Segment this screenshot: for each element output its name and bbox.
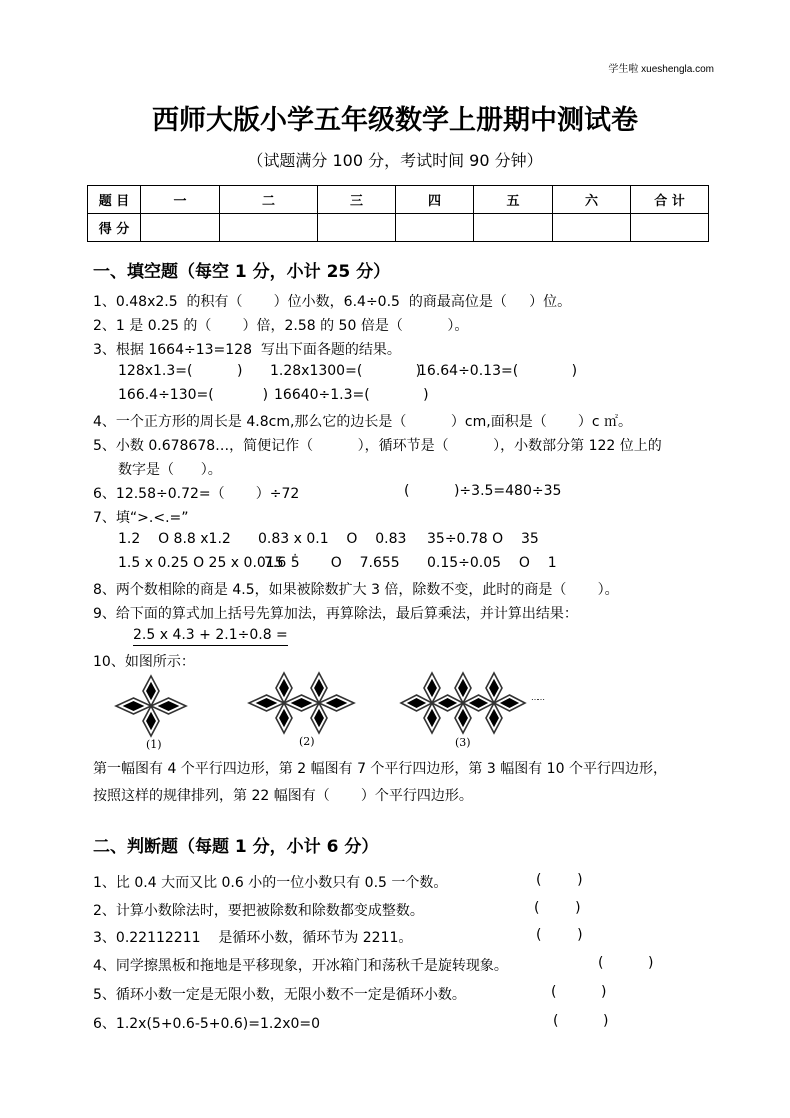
- judge-item: 2、计算小数除法时，要把被除数和除数都变成整数。: [93, 903, 424, 919]
- diamond: [116, 698, 151, 714]
- sub-question: 166.4÷130=( ): [118, 387, 269, 403]
- compare-item: 0.15÷0.05 O 1: [427, 555, 557, 571]
- diamond: [455, 703, 471, 733]
- compare-item: 1.5 x 0.25 O 25 x 0.015: [118, 555, 284, 571]
- question: 6、12.58÷0.72=（ ）÷72: [93, 486, 300, 502]
- question: 5、小数 0.678678…，简便记作（ ），循环节是（ ），小数部分第 122 位上的: [93, 438, 662, 454]
- question: 2、1 是 0.25 的（ ）倍，2.58 的 50 倍是（ ）。: [93, 318, 469, 334]
- row-label: 得 分: [88, 214, 141, 242]
- diamond: [486, 673, 502, 703]
- compare-item: 0.83 x 0.1 O 0.83: [258, 531, 407, 547]
- diamond: [463, 695, 494, 711]
- compare-item: 35÷0.78 O 35: [427, 531, 539, 547]
- diamond: [143, 676, 159, 706]
- diamond: [151, 698, 186, 714]
- diamond: [494, 695, 525, 711]
- question-text: 第一幅图有 4 个平行四边形，第 2 幅图有 7 个平行四边形，第 3 幅图有 10 个平行四边形，: [93, 761, 667, 777]
- section2-heading: 二、判断题（每题 1 分，小计 6 分）: [93, 837, 379, 857]
- figure-label: (1): [146, 738, 162, 751]
- header-cell: 五: [474, 186, 553, 214]
- header-cell: 题 目: [88, 186, 141, 214]
- compare-item: 1.2 O 8.8 x1.2: [118, 531, 231, 547]
- question: 7、填“>.<.=”: [93, 510, 189, 526]
- question: 4、一个正方形的周长是 4.8cm,那么它的边长是（ ）cm,面积是（ ）c ㎡。: [93, 414, 632, 430]
- header-cell: 六: [553, 186, 631, 214]
- sub-question: 128x1.3=( ): [118, 363, 243, 379]
- diamond: [276, 703, 292, 733]
- question: 3、根据 1664÷13=128 写出下面各题的结果。: [93, 342, 401, 358]
- sub-question: 16640÷1.3=( ): [274, 387, 429, 403]
- question-continued: 数字是（ ）。: [118, 462, 222, 478]
- diamond: [455, 673, 471, 703]
- header-cell: 合 计: [631, 186, 709, 214]
- answer-blank[interactable]: ( ): [536, 927, 583, 943]
- question-text: 按照这样的规律排列，第 22 幅图有（ ）个平行四边形。: [93, 788, 473, 804]
- header-cell: 三: [318, 186, 396, 214]
- judge-item: 3、0.22112211 是循环小数，循环节为 2211。: [93, 930, 413, 946]
- answer-blank[interactable]: ( ): [551, 984, 607, 1000]
- figure-label: (3): [455, 736, 471, 749]
- judge-item: 6、1.2x(5+0.6-5+0.6)=1.2x0=0: [93, 1016, 321, 1032]
- answer-blank[interactable]: ( ): [534, 900, 581, 916]
- judge-item: 5、循环小数一定是无限小数，无限小数不一定是循环小数。: [93, 987, 466, 1003]
- expression: 2.5 x 4.3 + 2.1÷0.8 =: [133, 627, 288, 646]
- question-part: ( )÷3.5=480÷35: [404, 483, 562, 499]
- diamond: [284, 695, 319, 711]
- diamond: [249, 695, 284, 711]
- header-cell: 四: [396, 186, 474, 214]
- header-cell: 一: [141, 186, 220, 214]
- diamond: [424, 673, 440, 703]
- diamond: [424, 703, 440, 733]
- diamond: [276, 673, 292, 703]
- judge-item: 4、同学擦黑板和拖地是平移现象，开冰箱门和荡秋千是旋转现象。: [93, 958, 508, 974]
- compare-item: 7.6 5̇ O 7.655: [264, 555, 400, 571]
- figure-label: (2): [299, 735, 315, 748]
- question: 10、如图所示：: [93, 654, 195, 670]
- answer-blank[interactable]: ( ): [553, 1013, 609, 1029]
- diamond: [319, 695, 354, 711]
- question: 9、给下面的算式加上括号先算加法，再算除法，最后算乘法，并计算出结果：: [93, 606, 578, 622]
- diamond: [143, 706, 159, 736]
- diamond: [311, 703, 327, 733]
- sub-question: 16.64÷0.13=( ): [418, 363, 578, 379]
- ellipsis: ……: [531, 693, 543, 702]
- header-cell: 二: [220, 186, 318, 214]
- sub-question: 1.28x1300=( ): [270, 363, 422, 379]
- answer-blank[interactable]: ( ): [536, 872, 583, 888]
- answer-blank[interactable]: ( ): [598, 955, 654, 971]
- question: 1、0.48x2.5 的积有（ ）位小数，6.4÷0.5 的商最高位是（ ）位。: [93, 294, 572, 310]
- question: 8、两个数相除的商是 4.5，如果被除数扩大 3 倍，除数不变，此时的商是（ ）。: [93, 582, 619, 598]
- diamond: [486, 703, 502, 733]
- diamond: [401, 695, 432, 711]
- site-watermark: 学生啦 xueshengla.com: [608, 64, 714, 75]
- page-title: 西师大版小学五年级数学上册期中测试卷: [152, 105, 638, 136]
- page-subtitle: （试题满分 100 分，考试时间 90 分钟）: [247, 151, 543, 170]
- judge-item: 1、比 0.4 大而又比 0.6 小的一位小数只有 0.5 一个数。: [93, 875, 448, 891]
- diamond: [311, 673, 327, 703]
- diamond: [432, 695, 463, 711]
- section1-heading: 一、填空题（每空 1 分，小计 25 分）: [93, 262, 391, 282]
